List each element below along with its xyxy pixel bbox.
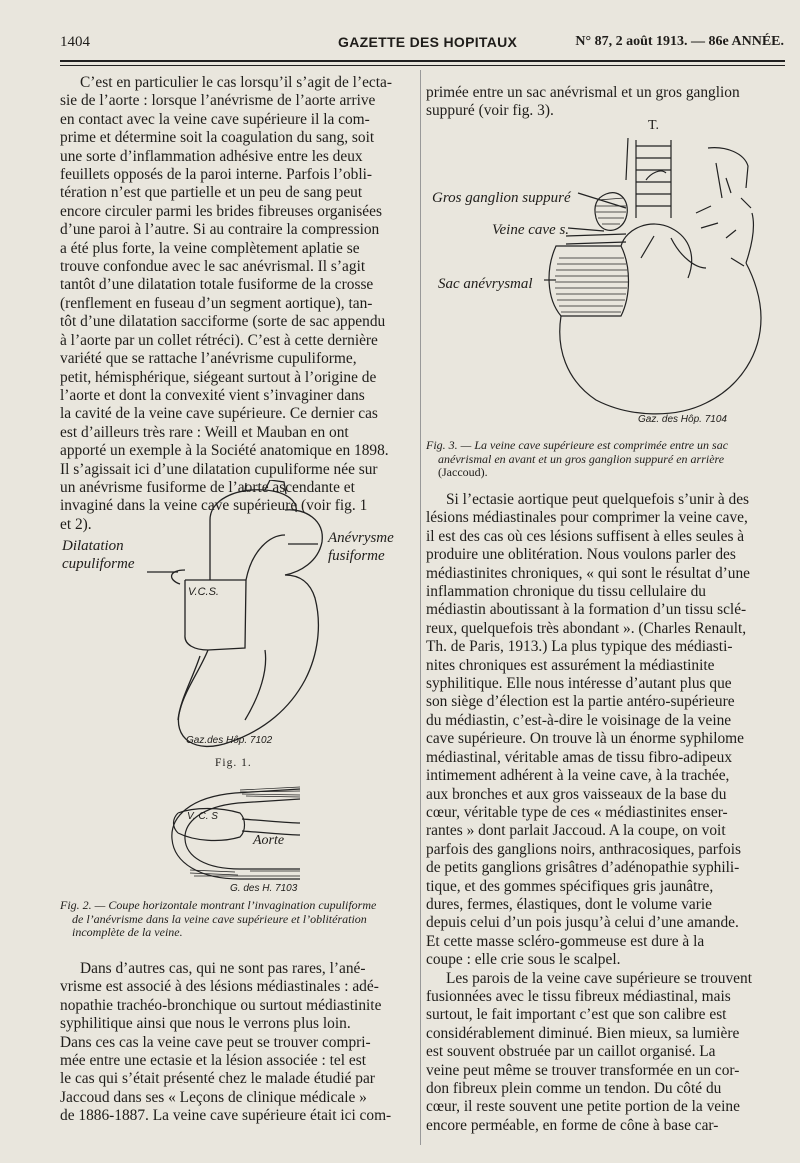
line: surtout, le fait important c’est que son calibre est	[426, 1006, 727, 1024]
line: Et cette masse scléro-gommeuse est dure à la	[426, 932, 705, 950]
line: dures, fermes, élastiques, dont le volume varie	[426, 895, 712, 913]
line: reux, quelquefois très abondant ». (Charles Renault,	[426, 619, 747, 637]
line: Si l’ectasie aortique peut quelquefois s’unir à des	[446, 491, 750, 508]
line: le cas qui s’était présenté chez le malade étudié par	[60, 1070, 375, 1088]
fig3-credit: Gaz. des Hôp. 7104	[638, 414, 727, 425]
caption-line: Fig. 3. — La veine cave supérieure est comprimée entre un sac	[426, 438, 729, 452]
fig3-label-t: T.	[648, 118, 660, 133]
fig1-label-cupuliforme: cupuliforme	[62, 556, 135, 572]
line: médiastinal, véritable amas de tissu fibro-adipeux	[426, 748, 733, 766]
fig1-label-anevrysme: Anévrysme	[328, 530, 394, 546]
line: est souvent obstruée par un caillot organisé. La	[426, 1043, 716, 1061]
line: considérablement diminué. Bien mieux, sa lumière	[426, 1024, 740, 1042]
line: d’une paroi à l’autre. Si au contraire la compression	[60, 221, 380, 239]
line: depuis celui d’un pois jusqu’à celui d’une amande.	[426, 914, 739, 932]
line: produire une oblitération. Nous voulons parler des	[426, 546, 736, 564]
right-paragraph	[426, 491, 782, 1135]
caption-line: (Jaccoud).	[438, 465, 488, 479]
line: une sorte d’inflammation adhésive entre les deux	[60, 147, 363, 165]
fig1-label-dilatation: Dilatation	[62, 538, 124, 554]
line: variété que se rattache l’anévrisme cupuliforme,	[60, 350, 357, 368]
fig2-credit: G. des H. 7103	[230, 883, 298, 894]
line: est d’ailleurs très rare : Weill et Mauban en ont	[60, 423, 349, 441]
page-number: 1404	[60, 34, 90, 50]
header-rule	[60, 60, 785, 62]
caption-line: de l’anévrisme dans la veine cave supérieure et l’oblitération	[72, 911, 367, 926]
line: l’aorte et dont la convexité vient s’invaginer dans	[60, 386, 365, 404]
fig2-caption	[60, 899, 412, 940]
fig1-label-vcs: V.C.S.	[188, 586, 219, 598]
line: Dans d’autres cas, qui ne sont pas rares, l’ané-	[80, 960, 366, 977]
line: Les parois de la veine cave supérieure se trouvent	[446, 969, 752, 987]
line: intimement adhérent à la veine cave, à la trachée,	[426, 767, 730, 785]
line: vrisme est associé à des lésions médiastinales : adé-	[60, 978, 379, 996]
left-paragraph-1	[60, 74, 412, 534]
line: Il s’agissait ici d’une dilatation cupuliforme née sur	[60, 460, 378, 478]
fig1-caption: Fig. 1.	[215, 757, 252, 769]
line: cœur, véritable type de ces « médiastinites enser-	[426, 803, 728, 821]
line: tantôt d’une dilatation totale fusiforme de la crosse	[60, 276, 374, 294]
line: inflammation chronique du tissu cellulaire du	[426, 583, 706, 601]
right-intro	[426, 84, 782, 121]
caption-line: incomplète de la veine.	[72, 925, 183, 939]
line: suppuré (voir fig. 3).	[426, 102, 554, 120]
left-paragraph-2	[60, 960, 412, 1126]
column-separator	[420, 70, 421, 1145]
line: mée entre une ectasie et la lésion associée : tel est	[60, 1052, 366, 1070]
line: veine peut même se trouver transformée en un cor-	[426, 1061, 740, 1079]
line: la cavité de la veine cave supérieure. Ce dernier cas	[60, 405, 378, 423]
fig3-caption	[426, 439, 782, 480]
fig3-label-veine: Veine cave s.	[492, 222, 570, 238]
line: primée entre un sac anévrismal et un gros ganglion	[426, 84, 740, 101]
fig1-label-fusiforme: fusiforme	[328, 548, 385, 564]
line: prime et détermine soit la coagulation du sang, soit	[60, 129, 375, 147]
line: encore perméable, en forme de cône à base car-	[426, 1116, 719, 1134]
fig3-label-ganglion: Gros ganglion suppuré	[432, 190, 571, 206]
line: en contact avec la veine cave supérieure il la com-	[60, 110, 370, 128]
figure-2-drawing	[60, 783, 412, 893]
header-rule-thin	[60, 65, 785, 66]
fig1-credit: Gaz.des Hôp. 7102	[186, 735, 273, 746]
line: a été plus forte, la veine complètement aplatie se	[60, 239, 360, 257]
line: tôt d’une dilatation sacciforme (sorte de sac appendu	[60, 313, 386, 331]
line: syphilitique ainsi que nous le verrons plus loin.	[60, 1015, 351, 1033]
line: Jaccoud dans ses « Leçons de clinique médicale »	[60, 1088, 367, 1106]
journal-title: GAZETTE DES HOPITAUX	[338, 34, 518, 50]
line: cave supérieure. On trouve là un énorme syphilome	[426, 730, 744, 748]
line: du médiastin, c’est-à-dire le voisinage de la veine	[426, 711, 732, 729]
fig3-label-sac: Sac anévrysmal	[438, 276, 533, 292]
line: cœur, il reste souvent une petite portion de la veine	[426, 1098, 740, 1116]
line: tique, et des gommes spécifiques gris jaunâtre,	[426, 877, 714, 895]
line: (renflement en fuseau d’un segment aortique), tan-	[60, 294, 373, 312]
line: son siège d’élection est la partie antéro-supérieure	[426, 693, 735, 711]
figure-1	[60, 480, 412, 780]
line: fusionnées avec le tissu fibreux médiastinal, mais	[426, 987, 731, 1005]
line: invaginé dans la veine cave supérieure (voir fig. 1	[60, 497, 368, 515]
line: sie de l’aorte : lorsque l’anévrisme de l’aorte arrive	[60, 92, 376, 110]
line: coupe : elle crie sous le scalpel.	[426, 951, 621, 969]
fig2-label-vcs: V. C. S	[187, 811, 218, 822]
line: petit, hémisphérique, siégeant surtout à l’origine de	[60, 368, 377, 386]
line: un anévrisme fusiforme de l’aorte ascendante et	[60, 478, 355, 496]
line: aux bronches et aux gros vaisseaux de la base du	[426, 785, 727, 803]
line: médiastin aboutissant à la formation d’un tissu sclé-	[426, 601, 747, 619]
line: à l’aorte par un collet rétréci). C’est à cette dernière	[60, 331, 378, 349]
line: tération n’est que partielle et un peu de sang peut	[60, 184, 363, 202]
line: de petits ganglions grisâtres d’adénopathie syphili-	[426, 859, 740, 877]
caption-line: anévrismal en avant et un gros ganglion suppuré en arrière	[438, 451, 725, 466]
line: de 1886-1887. La veine cave supérieure était ici com-	[60, 1107, 392, 1125]
line: nopathie trachéo-bronchique ou surtout médiastinite	[60, 996, 382, 1014]
line: rantes » dont parlait Jaccoud. A la coupe, on voit	[426, 822, 726, 840]
line: médiastinites chroniques, « qui sont le résultat d’une	[426, 564, 750, 582]
line: lésions médiastinales pour comprimer la veine cave,	[426, 509, 748, 527]
line: feuillets opposés de la paroi interne. Parfois l’obli-	[60, 166, 373, 184]
line: nites chroniques est assurément la médiastinite	[426, 656, 715, 674]
issue-info: N° 87, 2 août 1913. — 86e ANNÉE.	[575, 34, 784, 49]
line: parfois des ganglions noirs, anthracosiques, parfois	[426, 840, 742, 858]
caption-line: Fig. 2. — Coupe horizontale montrant l’invagination cupuliforme	[60, 898, 377, 912]
line: syphilitique. Elle nous intéresse d’autant plus que	[426, 675, 732, 693]
line: il est des cas où ces lésions suffisent à elles seules à	[426, 527, 745, 545]
line: Dans ces cas la veine cave peut se trouver compri-	[60, 1033, 371, 1051]
figure-3	[426, 118, 782, 438]
fig2-label-aorte: Aorte	[253, 833, 285, 848]
line: don fibreux plein comme un tendon. Du côté du	[426, 1080, 722, 1097]
line: C’est en particulier le cas lorsqu’il s’agit de l’ecta-	[80, 74, 392, 91]
line: trouve confondue avec le sac anévrismal. Il s’agit	[60, 258, 366, 276]
line: et 2).	[60, 515, 92, 533]
line: encore circuler parmi les brides fibreuses organisées	[60, 202, 382, 220]
line: apporté un exemple à la Société anatomique en 1898.	[60, 442, 389, 460]
line: Th. de Paris, 1913.) La plus typique des médiasti-	[426, 638, 733, 656]
